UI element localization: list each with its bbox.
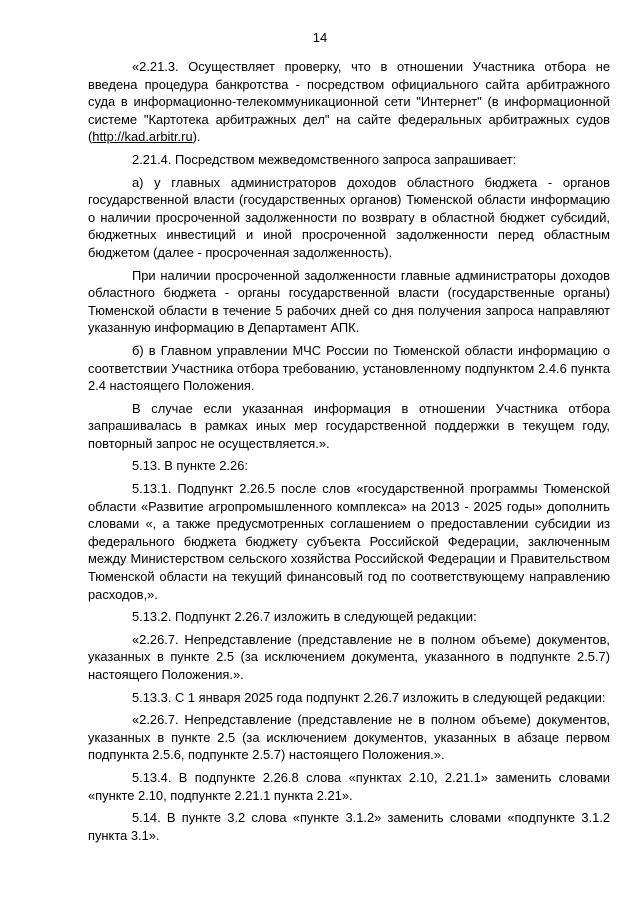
paragraph-2-21-4: 2.21.4. Посредством межведомственного запроса запрашивает: — [132, 151, 517, 167]
paragraph-5-13-3: 5.13.3. С 1 января 2025 года подпункт 2.26.7 изложить в следующей редакции: — [132, 689, 606, 705]
paragraph-text: «2.21.3. Осуществляет проверку, что в отношении Участника отбора не введена процедура банкротства - посредством официального сайта арбитражного суда в информационно-телекоммуникационной сети "Интернет" (в информационной системе "Картотека арбитражных дел" на сайте федеральных арбитражных судов ( — [88, 59, 610, 145]
paragraph-5-13-4: 5.13.4. В подпункте 2.26.8 слова «пунктах 2.10, 2.21.1» заменить словами «пункте 2.10, подпункте 2.21.1 пункта 2.21». — [88, 769, 610, 803]
paragraph-repeat-request: В случае если указанная информация в отношении Участника отбора запрашивалась в рамках иных мер государственной поддержки в текущем году, повторный запрос не осуществляется.». — [88, 400, 610, 451]
paragraph-5-14: 5.14. В пункте 3.2 слова «пункте 3.1.2» заменить словами «подпункте 3.1.2 пункта 3.1». — [88, 810, 610, 843]
document-body — [88, 58, 610, 849]
paragraph-2-26-7-second: «2.26.7. Непредставление (представление не в полном объеме) документов, указанных в пункте 2.5 (за исключением документов, указанных в абзаце первом подпункта 2.5.6, подпункте 2.5.7) настоящего Положения.». — [88, 712, 610, 763]
paragraph-overdue-debt: При наличии просроченной задолженности главные администраторы доходов областного бюджета - органы государственной власти (государственные органы) Тюменской области в течение 5 рабочих дней со дня получения запроса направляют указанную информацию в Департамент АПК. — [88, 267, 610, 336]
paragraph-a: а) у главных администраторов доходов областного бюджета - органов государственной власти (государственных органов) Тюменской области информацию о наличии просроченной задолженности по возврату в областной бюджет субсидий, бюджетных инвестиций и иной просроченной задолженности перед областным бюджетом (далее - просроченная задолженность). — [88, 174, 610, 260]
paragraph-5-13-1: 5.13.1. Подпункт 2.26.5 после слов «государственной программы Тюменской области «Развитие агропромышленного комплекса» на 2013 - 2025 годы» дополнить словами «, а также предусмотренных соглашением о предоставлении субсидии из федерального бюджета бюджету субъекта Российской Федерации, заключенным между Министерством сельского хозяйства Российской Федерации и Правительством Тюменской области на текущий финансовый год по соответствующему направлению расходов,». — [88, 481, 610, 602]
paragraph-2-21-3 — [88, 58, 610, 146]
page-number: 14 — [312, 30, 328, 45]
paragraph-b: б) в Главном управлении МЧС России по Тюменской области информацию о соответствии Участника отбора требованию, установленному подпунктом 2.4.6 пункта 2.4 настоящего Положения. — [88, 342, 610, 394]
paragraph-5-13: 5.13. В пункте 2.26: — [132, 458, 248, 474]
paragraph-5-13-2: 5.13.2. Подпункт 2.26.7 изложить в следующей редакции: — [132, 609, 477, 625]
paragraph-text-end: ). — [192, 129, 201, 145]
kad-arbitr-link[interactable]: http://kad.arbitr.ru — [92, 129, 193, 145]
paragraph-2-26-7-first: «2.26.7. Непредставление (представление не в полном объеме) документов, указанных в пункте 2.5 (за исключением документа, указанного в подпункте 2.5.7) настоящего Положения.». — [88, 631, 610, 682]
